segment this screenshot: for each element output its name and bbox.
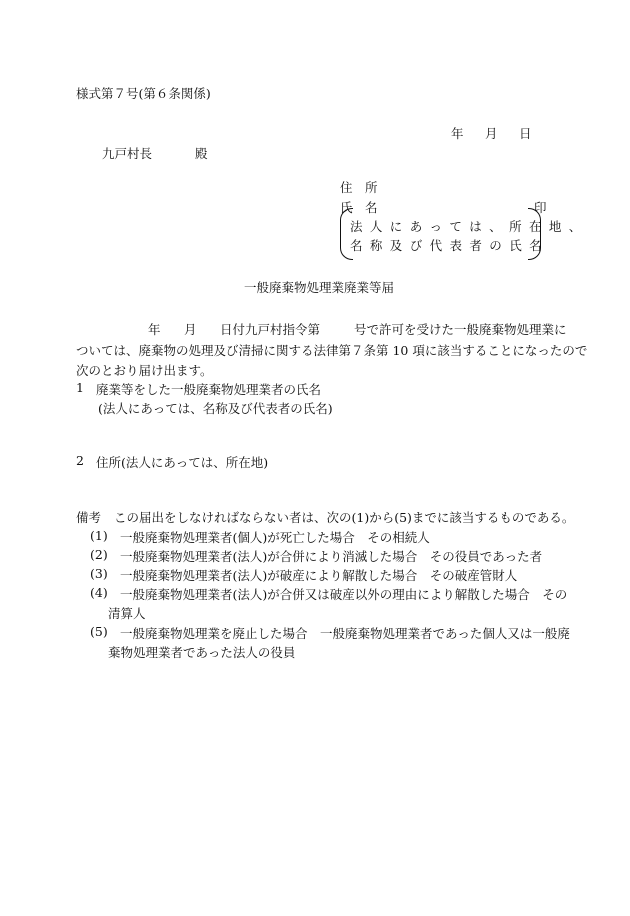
name-label: 氏 名 <box>340 200 378 215</box>
remark-3-text: 一般廃棄物処理業者(法人)が破産により解散した場合 その破産管財人 <box>120 568 518 583</box>
remark-4-num: (4) <box>90 585 108 600</box>
date-day: 日 <box>519 126 532 141</box>
document-title: 一般廃棄物処理業廃業等届 <box>244 280 395 295</box>
form-number: 様式第７号(第６条関係) <box>76 86 211 101</box>
body-month: 月 <box>184 322 197 337</box>
remark-1-text: 一般廃棄物処理業者(個人)が死亡した場合 その相続人 <box>120 530 430 545</box>
remark-2-num: (2) <box>90 547 108 562</box>
item-2-number: 2 <box>76 453 84 468</box>
addressee-honorific: 殿 <box>195 146 208 161</box>
remark-4-text: 一般廃棄物処理業者(法人)が合併又は破産以外の理由により解散した場合 その <box>120 587 568 602</box>
remark-4-cont: 清算人 <box>108 606 146 621</box>
addressee-name: 九戸村長 <box>102 146 153 161</box>
remark-5-text: 一般廃棄物処理業を廃止した場合 一般廃棄物処理業者であった個人又は一般廃 <box>120 626 570 641</box>
date-year: 年 <box>451 126 464 141</box>
corp-note-line1: 法人にあっては、所在地、 <box>350 219 589 234</box>
body-line1-tail: 号で許可を受けた一般廃棄物処理業に <box>354 322 567 337</box>
address-label: 住 所 <box>340 180 378 195</box>
date-month: 月 <box>485 126 498 141</box>
item-1-label: 廃業等をした一般廃棄物処理業者の氏名 <box>96 382 322 397</box>
body-line2: ついては、廃棄物の処理及び清掃に関する法律第７条第 10 項に該当することになったので <box>76 343 588 358</box>
remark-5-num: (5) <box>90 624 108 639</box>
remarks-intro: この届出をしなければならない者は、次の(1)から(5)までに該当するものである。 <box>114 510 575 525</box>
body-line1-text: 日付九戸村指令第 <box>220 322 321 337</box>
seal-mark: 印 <box>534 200 547 215</box>
body-year: 年 <box>148 322 161 337</box>
item-2-label: 住所(法人にあっては、所在地) <box>96 455 269 470</box>
item-1-sub: (法人にあっては、名称及び代表者の氏名) <box>98 401 333 416</box>
remark-2-text: 一般廃棄物処理業者(法人)が合併により消滅した場合 その役員であった者 <box>120 549 543 564</box>
remark-5-cont: 棄物処理業者であった法人の役員 <box>108 645 296 660</box>
remark-1-num: (1) <box>90 528 108 543</box>
body-line3: 次のとおり届け出ます。 <box>76 363 213 378</box>
remarks-heading: 備考 <box>76 510 102 525</box>
remark-3-num: (3) <box>90 566 108 581</box>
item-1-number: 1 <box>76 380 84 395</box>
corp-note-line2: 名称及び代表者の氏名 <box>350 238 550 253</box>
